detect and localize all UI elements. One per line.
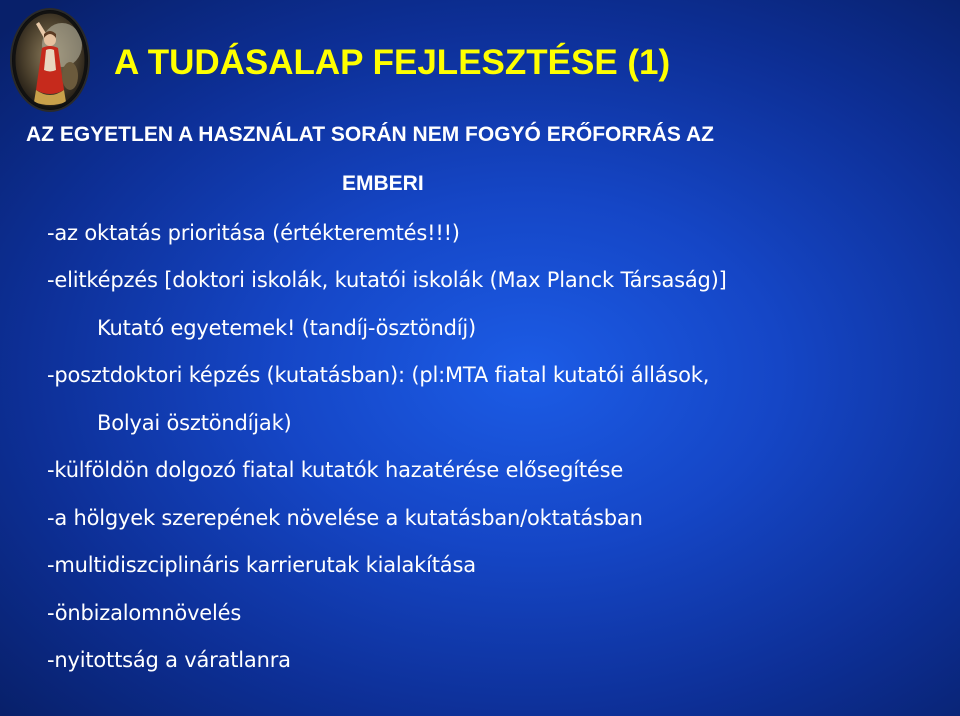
slide-title: A TUDÁSALAP FEJLESZTÉSE (1) bbox=[114, 43, 671, 82]
bullet-line: -külföldön dolgozó fiatal kutatók hazatérése elősegítése bbox=[47, 458, 624, 482]
bullet-line: -posztdoktori képzés (kutatásban): (pl:MTA fiatal kutatói állások, bbox=[47, 363, 710, 387]
subtitle-line-1: AZ EGYETLEN A HASZNÁLAT SORÁN NEM FOGYÓ ERŐFORRÁS AZ bbox=[26, 123, 714, 146]
bullet-line: -a hölgyek szerepének növelése a kutatásban/oktatásban bbox=[47, 506, 643, 530]
bullet-line: -az oktatás prioritása (értékteremtés!!!) bbox=[47, 221, 460, 245]
bullet-line: -multidiszciplináris karrierutak kialakítása bbox=[47, 553, 476, 577]
subtitle-line-2: EMBERI bbox=[342, 172, 424, 195]
portrait-medallion-icon bbox=[12, 10, 88, 110]
bullet-line: -elitképzés [doktori iskolák, kutatói iskolák (Max Planck Társaság)] bbox=[47, 268, 727, 292]
bullet-line-continuation: Kutató egyetemek! (tandíj-ösztöndíj) bbox=[97, 316, 477, 340]
bullet-line-continuation: Bolyai ösztöndíjak) bbox=[97, 411, 292, 435]
bullet-line: -önbizalomnövelés bbox=[47, 601, 242, 625]
bullet-line: -nyitottság a váratlanra bbox=[47, 648, 291, 672]
